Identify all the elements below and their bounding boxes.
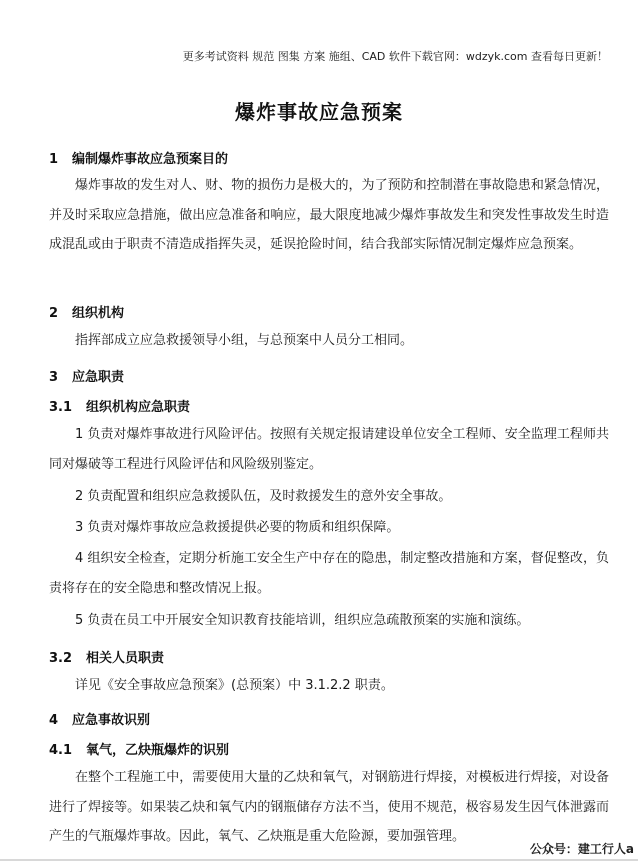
- paragraph-duty-2: [49, 482, 609, 512]
- section-title: 编制爆炸事故应急预案目的: [72, 152, 229, 167]
- section-title: 氧气，乙炔瓶爆炸的识别: [86, 743, 230, 758]
- paragraph-duty-4: [49, 544, 609, 603]
- section-heading-3-1: [49, 396, 190, 415]
- section-number: 3: [49, 370, 59, 385]
- section-title: 应急职责: [72, 370, 125, 385]
- paragraph-related-duties: [49, 671, 609, 701]
- paragraph-text: 详见《安全事故应急预案》(总预案）中 3.1.2.2 职责。: [75, 678, 394, 693]
- paragraph-gas-cylinder: [49, 763, 609, 852]
- paragraph-text: 指挥部成立应急救援领导小组，与总预案中人员分工相同。: [75, 333, 414, 348]
- paragraph-text: 爆炸事故的发生对人、财、物的损伤力是极大的，为了预防和控制潜在事故隐患和紧急情况，并及时采取应急措施，做出应急准备和响应，最大限度地减少爆炸事故发生和突发性事故发生时造成混乱或由于职责不清造成指挥失灵，延误抢险时间，结合我部实际情况制定爆炸应急预案。: [49, 178, 609, 252]
- section-heading-1: [49, 148, 228, 167]
- paragraph-organization: [49, 326, 609, 356]
- section-title: 组织机构应急职责: [86, 400, 191, 415]
- footer-watermark: 公众号：建工行人a: [529, 842, 634, 856]
- paragraph-text: 2 负责配置和组织应急救援队伍，及时救援发生的意外安全事故。: [75, 489, 452, 504]
- paragraph-text: 4 组织安全检查，定期分析施工安全生产中存在的隐患，制定整改措施和方案，督促整改，负责将存在的安全隐患和整改情况上报。: [49, 551, 609, 596]
- paragraph-duty-3: [49, 513, 609, 543]
- document-title: 爆炸事故应急预案: [235, 100, 403, 124]
- section-title: 组织机构: [72, 306, 125, 321]
- paragraph-duty-1: [49, 420, 609, 479]
- section-number: 3.2: [49, 651, 73, 666]
- paragraph-text: 3 负责对爆炸事故应急救援提供必要的物质和组织保障。: [75, 520, 400, 535]
- section-heading-4: [49, 709, 150, 728]
- paragraph-purpose: [49, 171, 609, 260]
- section-number: 4.1: [49, 743, 73, 758]
- section-heading-2: [49, 302, 124, 321]
- paragraph-text: 5 负责在员工中开展安全知识教育技能培训，组织应急疏散预案的实施和演练。: [75, 613, 530, 628]
- section-number: 4: [49, 713, 59, 728]
- section-heading-4-1: [49, 739, 229, 758]
- header-note[interactable]: 更多考试资料 规范 图集 方案 施组、CAD 软件下载官网：wdzyk.com 查看每日更新！: [182, 50, 608, 63]
- paragraph-text: 1 负责对爆炸事故进行风险评估。按照有关规定报请建设单位安全工程师、安全监理工程师共同对爆破等工程进行风险评估和风险级别鉴定。: [49, 427, 609, 472]
- section-heading-3: [49, 366, 124, 385]
- section-heading-3-2: [49, 647, 164, 666]
- section-title: 相关人员职责: [86, 651, 165, 666]
- section-title: 应急事故识别: [72, 713, 151, 728]
- paragraph-text: 在整个工程施工中，需要使用大量的乙炔和氧气，对钢筋进行焊接，对模板进行焊接，对设备进行了焊接等。如果装乙炔和氧气内的钢瓶储存方法不当，使用不规范，极容易发生因气体泄露而产生的气瓶爆炸事故。因此，氧气、乙炔瓶是重大危险源，要加强管理。: [49, 770, 609, 844]
- section-number: 2: [49, 306, 59, 321]
- section-number: 1: [49, 152, 59, 167]
- section-number: 3.1: [49, 400, 73, 415]
- paragraph-duty-5: [49, 606, 609, 636]
